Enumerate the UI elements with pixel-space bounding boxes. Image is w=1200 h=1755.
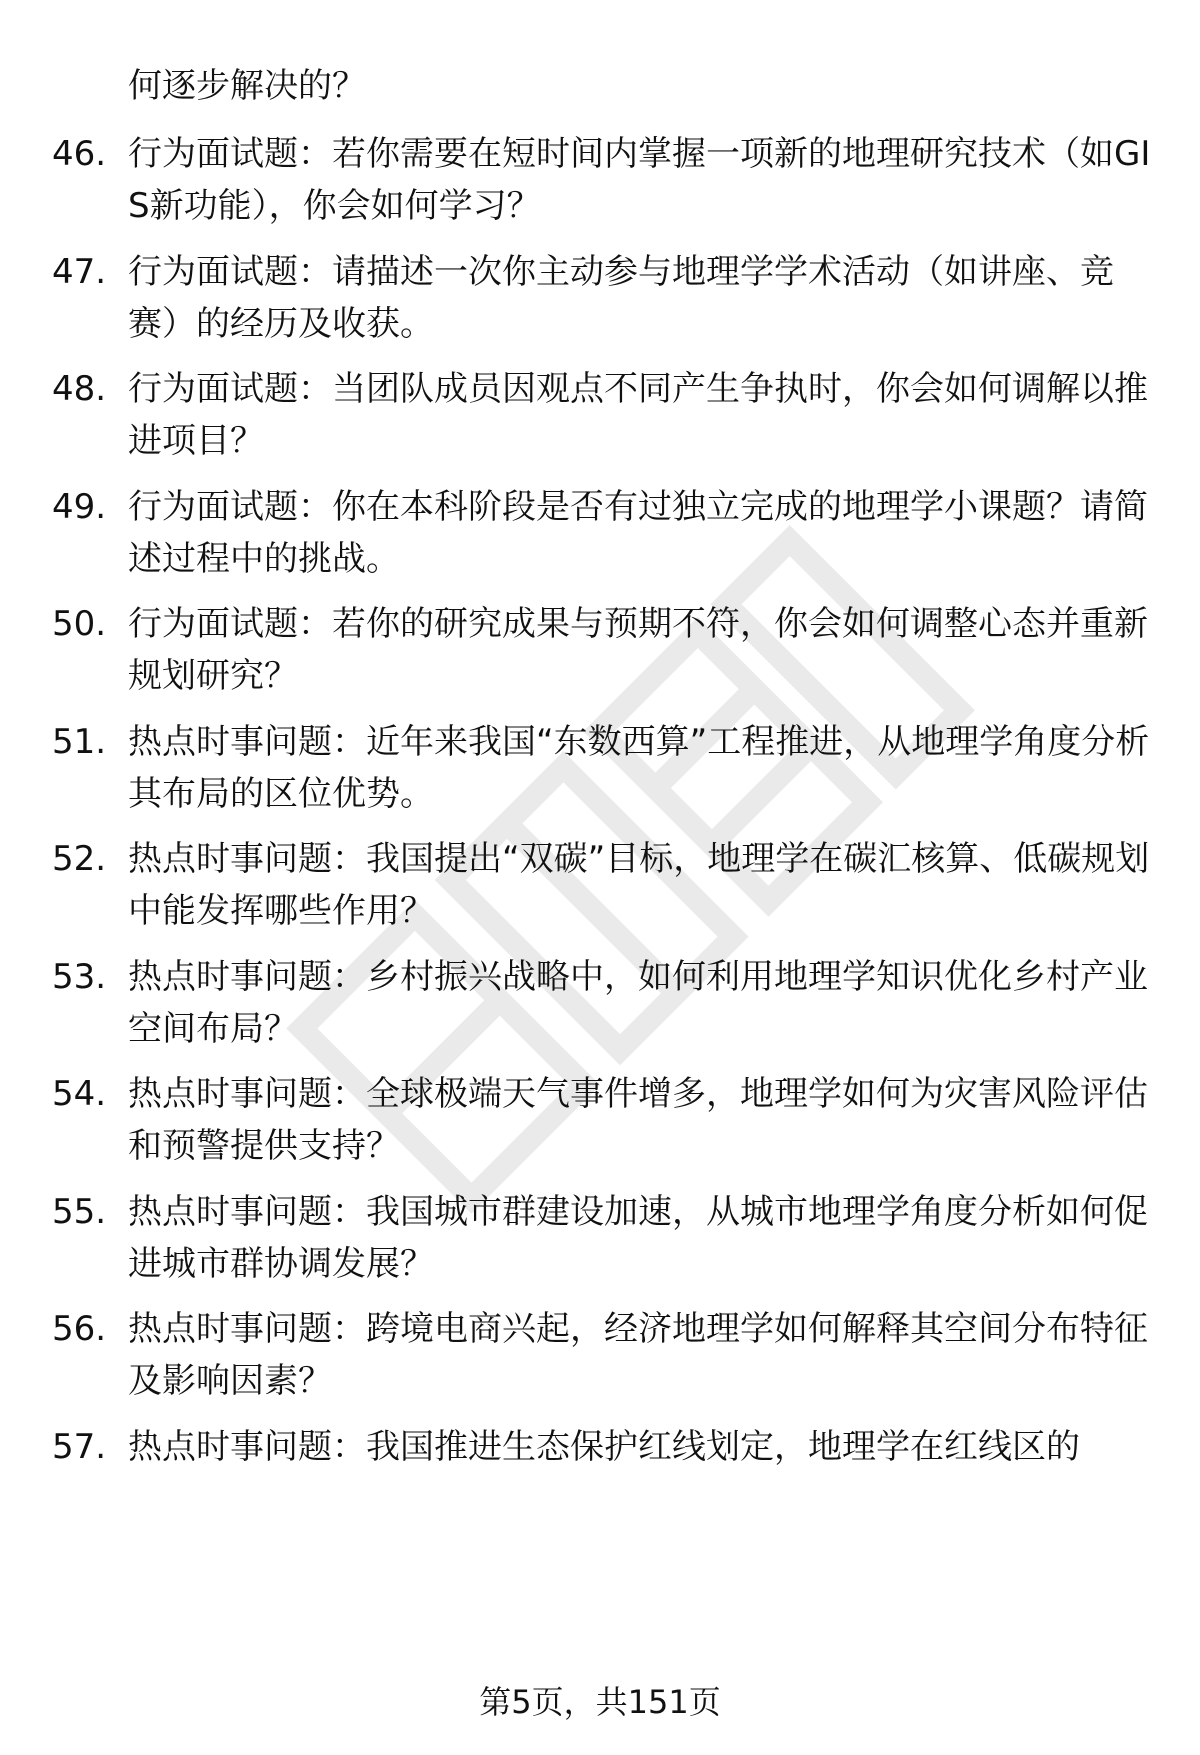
question-text: 热点时事问题：我国提出“双碳”目标，地理学在碳汇核算、低碳规划中能发挥哪些作用？ [128,839,1150,931]
question-item [52,481,1162,585]
question-item [52,128,1162,232]
question-text: 热点时事问题：全球极端天气事件增多，地理学如何为灾害风险评估和预警提供支持？ [128,1074,1148,1166]
question-number: 56. [52,1309,107,1349]
question-item [52,598,1162,702]
question-number: 55. [52,1192,107,1232]
question-number: 49. [52,487,107,527]
continuation-text: 何逐步解决的？ [128,66,366,106]
question-text: 行为面试题：请描述一次你主动参与地理学学术活动（如讲座、竞赛）的经历及收获。 [128,252,1114,344]
question-text: 行为面试题：你在本科阶段是否有过独立完成的地理学小课题？请简述过程中的挑战。 [128,487,1148,579]
question-text: 热点时事问题：我国城市群建设加速，从城市地理学角度分析如何促进城市群协调发展？ [128,1192,1148,1284]
page-footer: 第5页，共151页 [479,1683,721,1721]
question-number: 50. [52,604,107,644]
question-text: 热点时事问题：近年来我国“东数西算”工程推进，从地理学角度分析其布局的区位优势。 [128,722,1150,814]
question-number: 57. [52,1427,107,1467]
question-number: 48. [52,369,107,409]
question-text: 热点时事问题：跨境电商兴起，经济地理学如何解释其空间分布特征及影响因素？ [128,1309,1148,1401]
question-number: 51. [52,722,107,762]
question-item [52,951,1162,1055]
question-number: 53. [52,957,107,997]
question-text: 行为面试题：若你的研究成果与预期不符，你会如何调整心态并重新规划研究？ [128,604,1148,696]
question-text: 行为面试题：当团队成员因观点不同产生争执时，你会如何调解以推进项目？ [128,369,1148,461]
question-text: 热点时事问题：乡村振兴战略中，如何利用地理学知识优化乡村产业空间布局？ [128,957,1148,1049]
question-number: 52. [52,839,107,879]
question-item [52,1068,1162,1172]
question-item [52,833,1162,937]
question-text: 行为面试题：若你需要在短时间内掌握一项新的地理研究技术（如GIS新功能），你会如何学习？ [128,134,1151,226]
question-item [52,1421,1162,1473]
question-item [52,363,1162,467]
question-number: 54. [52,1074,107,1114]
question-number: 47. [52,252,107,292]
question-item [52,716,1162,820]
question-item [52,1303,1162,1407]
question-item [52,246,1162,350]
question-item [52,1186,1162,1290]
question-number: 46. [52,134,107,174]
question-text: 热点时事问题：我国推进生态保护红线划定，地理学在红线区的 [128,1427,1080,1467]
